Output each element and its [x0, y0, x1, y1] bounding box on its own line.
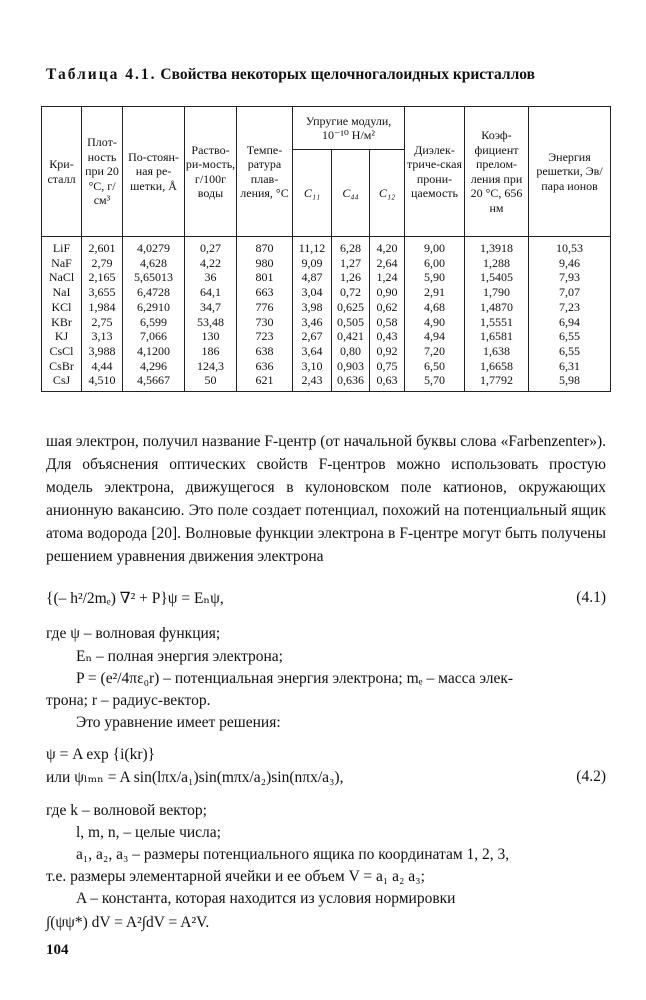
paragraph-text: шая электрон, получил название F-центр (от начальной буквы слова «Farbenzenter»). Для объяснения оптических свойств F-центров можно использовать простую модель электрона, движущегося в кулоновском поле катионов, окружающих анионную вакансию. Это поле создает потенциал, похожий на потенциальный ящик атома водорода [20]. Волновые функции электрона в F-центре могут быть получены решением уравнения движения электрона	[46, 433, 606, 565]
cell: 0,43	[370, 329, 405, 344]
cell: 1,638	[465, 344, 529, 359]
cell: 3,10	[293, 359, 332, 374]
cell: 7,23	[529, 300, 611, 315]
cell: 9,09	[293, 256, 332, 271]
cell: 2,601	[82, 237, 123, 256]
cell: 3,988	[82, 344, 123, 359]
cell: 801	[237, 270, 293, 285]
cell: 1,288	[465, 256, 529, 271]
cell: 3,04	[293, 285, 332, 300]
header-density: Плот-ность при 20 °С, г/см³	[82, 107, 123, 237]
cell: 0,75	[370, 359, 405, 374]
cell: 64,1	[185, 285, 237, 300]
equation-4-1-number: (4.1)	[576, 589, 606, 606]
table-row	[42, 300, 611, 315]
header-lattice-energy: Энергия решетки, Эв/пара ионов	[529, 107, 611, 237]
cell: 9,46	[529, 256, 611, 271]
cell: 6,31	[529, 359, 611, 374]
cell: 1,6658	[465, 359, 529, 374]
definition-potential-cont: трона; r – радиус-вектор.	[46, 692, 211, 709]
cell: 4,68	[405, 300, 465, 315]
cell: 636	[237, 359, 293, 374]
table-row	[42, 329, 611, 344]
cell: 776	[237, 300, 293, 315]
cell: 1,3918	[465, 237, 529, 256]
cell: 53,48	[185, 315, 237, 330]
cell: 980	[237, 256, 293, 271]
cell: 1,984	[82, 300, 123, 315]
cell: 34,7	[185, 300, 237, 315]
table-caption-title: Свойства некоторых щелочногалоидных кристаллов	[160, 66, 536, 83]
cell: 6,599	[123, 315, 185, 330]
table-row	[42, 237, 611, 256]
cell: 730	[237, 315, 293, 330]
header-c12: C₁₂	[370, 150, 405, 237]
cell: 50	[185, 373, 237, 391]
header-dielectric: Диэлек-триче-ская прони-цаемость	[405, 107, 465, 237]
cell: 5,90	[405, 270, 465, 285]
equation-4-1: {(– h²/2mₑ) ∇² + P}ψ = Eₙψ,	[46, 590, 224, 607]
cell: 1,4870	[465, 300, 529, 315]
cell: 7,07	[529, 285, 611, 300]
cell: 6,2910	[123, 300, 185, 315]
cell: 186	[185, 344, 237, 359]
cell: 6,4728	[123, 285, 185, 300]
cell: 0,90	[370, 285, 405, 300]
definition-a: a₁, a₂, a₃ – размеры потенциального ящика по координатам 1, 2, 3,	[76, 846, 510, 863]
cell: CsJ	[42, 373, 82, 391]
cell: 1,24	[370, 270, 405, 285]
table-row	[42, 285, 611, 300]
cell: 0,62	[370, 300, 405, 315]
header-crystal: Кри-сталл	[42, 107, 82, 237]
header-melting: Темпе-ратура плав-ления, °С	[237, 107, 293, 237]
cell: 7,066	[123, 329, 185, 344]
cell: KCl	[42, 300, 82, 315]
equation-4-2-line2: или ψₗₘₙ = A sin(lπx/a₁)sin(mπx/a₂)sin(nπx/a₃),	[46, 769, 344, 786]
cell: 4,296	[123, 359, 185, 374]
header-elastic-moduli: Упругие модули, 10⁻¹⁰ Н/м²	[293, 107, 405, 150]
crystal-properties-table	[41, 106, 611, 392]
cell: 36	[185, 270, 237, 285]
cell: 6,55	[529, 329, 611, 344]
cell: 0,80	[332, 344, 370, 359]
cell: 11,12	[293, 237, 332, 256]
cell: 1,6581	[465, 329, 529, 344]
header-solubility: Раство-ри-мость, г/100г воды	[185, 107, 237, 237]
cell: 130	[185, 329, 237, 344]
cell: 0,58	[370, 315, 405, 330]
cell: 6,50	[405, 359, 465, 374]
header-refraction: Коэф-фициент прелом-ления при 20 °С, 656 нм	[465, 107, 529, 237]
cell: 4,94	[405, 329, 465, 344]
cell: 2,79	[82, 256, 123, 271]
cell: 10,53	[529, 237, 611, 256]
cell: 0,421	[332, 329, 370, 344]
page-number: 104	[46, 942, 69, 958]
definition-lmn: l, m, n, – целые числа;	[76, 824, 221, 841]
cell: 2,64	[370, 256, 405, 271]
cell: 4,44	[82, 359, 123, 374]
definition-k: где k – волновой вектор;	[46, 802, 207, 819]
definition-psi: где ψ – волновая функция;	[46, 625, 221, 642]
cell: 124,3	[185, 359, 237, 374]
cell: 3,46	[293, 315, 332, 330]
cell: 6,94	[529, 315, 611, 330]
header-c44: C₄₄	[332, 150, 370, 237]
cell: 1,5551	[465, 315, 529, 330]
cell: 1,5405	[465, 270, 529, 285]
cell: 638	[237, 344, 293, 359]
cell: 4,22	[185, 256, 237, 271]
cell: 1,7792	[465, 373, 529, 391]
cell: 4,510	[82, 373, 123, 391]
cell: KJ	[42, 329, 82, 344]
equation-4-2-line1: ψ = A exp {i(kr)}	[46, 746, 156, 763]
cell: 3,655	[82, 285, 123, 300]
cell: 7,20	[405, 344, 465, 359]
cell: 6,28	[332, 237, 370, 256]
cell: 723	[237, 329, 293, 344]
cell: NaF	[42, 256, 82, 271]
cell: 0,72	[332, 285, 370, 300]
cell: 4,1200	[123, 344, 185, 359]
cell: 0,27	[185, 237, 237, 256]
cell: 2,165	[82, 270, 123, 285]
cell: 0,92	[370, 344, 405, 359]
table-row	[42, 270, 611, 285]
table-row	[42, 359, 611, 374]
cell: 6,00	[405, 256, 465, 271]
definition-a-cont: т.е. размеры элементарной ячейки и ее объем V = a₁ a₂ a₃;	[46, 868, 425, 885]
cell: 4,5667	[123, 373, 185, 391]
cell: 621	[237, 373, 293, 391]
cell: 7,93	[529, 270, 611, 285]
cell: 1,26	[332, 270, 370, 285]
cell: 0,903	[332, 359, 370, 374]
equation-4-2-number: (4.2)	[576, 768, 606, 785]
cell: NaCl	[42, 270, 82, 285]
cell: 0,625	[332, 300, 370, 315]
cell: 4,20	[370, 237, 405, 256]
cell: 1,790	[465, 285, 529, 300]
cell: 2,43	[293, 373, 332, 391]
normalization-equation: ∫(ψψ*) dV = A²∫dV = A²V.	[46, 914, 210, 931]
cell: 4,0279	[123, 237, 185, 256]
header-lattice: По-стоян-ная ре-шетки, Å	[123, 107, 185, 237]
cell: 4,87	[293, 270, 332, 285]
table-caption-label: Таблица 4.1.	[46, 66, 157, 83]
cell: 0,505	[332, 315, 370, 330]
definition-energy: Eₙ – полная энергия электрона;	[76, 648, 283, 665]
table-row	[42, 344, 611, 359]
cell: CsBr	[42, 359, 82, 374]
cell: 4,628	[123, 256, 185, 271]
table-row	[42, 256, 611, 271]
body-paragraph	[46, 430, 606, 568]
cell: 2,91	[405, 285, 465, 300]
cell: 1,27	[332, 256, 370, 271]
cell: 9,00	[405, 237, 465, 256]
cell: 2,75	[82, 315, 123, 330]
table-row	[42, 315, 611, 330]
cell: LiF	[42, 237, 82, 256]
definition-A: A – константа, которая находится из условия нормировки	[76, 890, 456, 907]
cell: 870	[237, 237, 293, 256]
definition-potential: P = (e²/4πε₀r) – потенциальная энергия электрона; mₑ – масса элек-	[76, 670, 514, 687]
cell: CsCl	[42, 344, 82, 359]
cell: KBr	[42, 315, 82, 330]
cell: 5,98	[529, 373, 611, 391]
cell: 2,67	[293, 329, 332, 344]
header-c11: C₁₁	[293, 150, 332, 237]
table-caption	[46, 66, 606, 84]
cell: 6,55	[529, 344, 611, 359]
cell: 4,90	[405, 315, 465, 330]
solutions-text: Это уравнение имеет решения:	[76, 714, 281, 731]
table-row	[42, 373, 611, 391]
cell: 3,13	[82, 329, 123, 344]
cell: 0,636	[332, 373, 370, 391]
cell: 5,70	[405, 373, 465, 391]
cell: 3,64	[293, 344, 332, 359]
cell: 5,65013	[123, 270, 185, 285]
cell: 0,63	[370, 373, 405, 391]
cell: 663	[237, 285, 293, 300]
cell: NaI	[42, 285, 82, 300]
cell: 3,98	[293, 300, 332, 315]
